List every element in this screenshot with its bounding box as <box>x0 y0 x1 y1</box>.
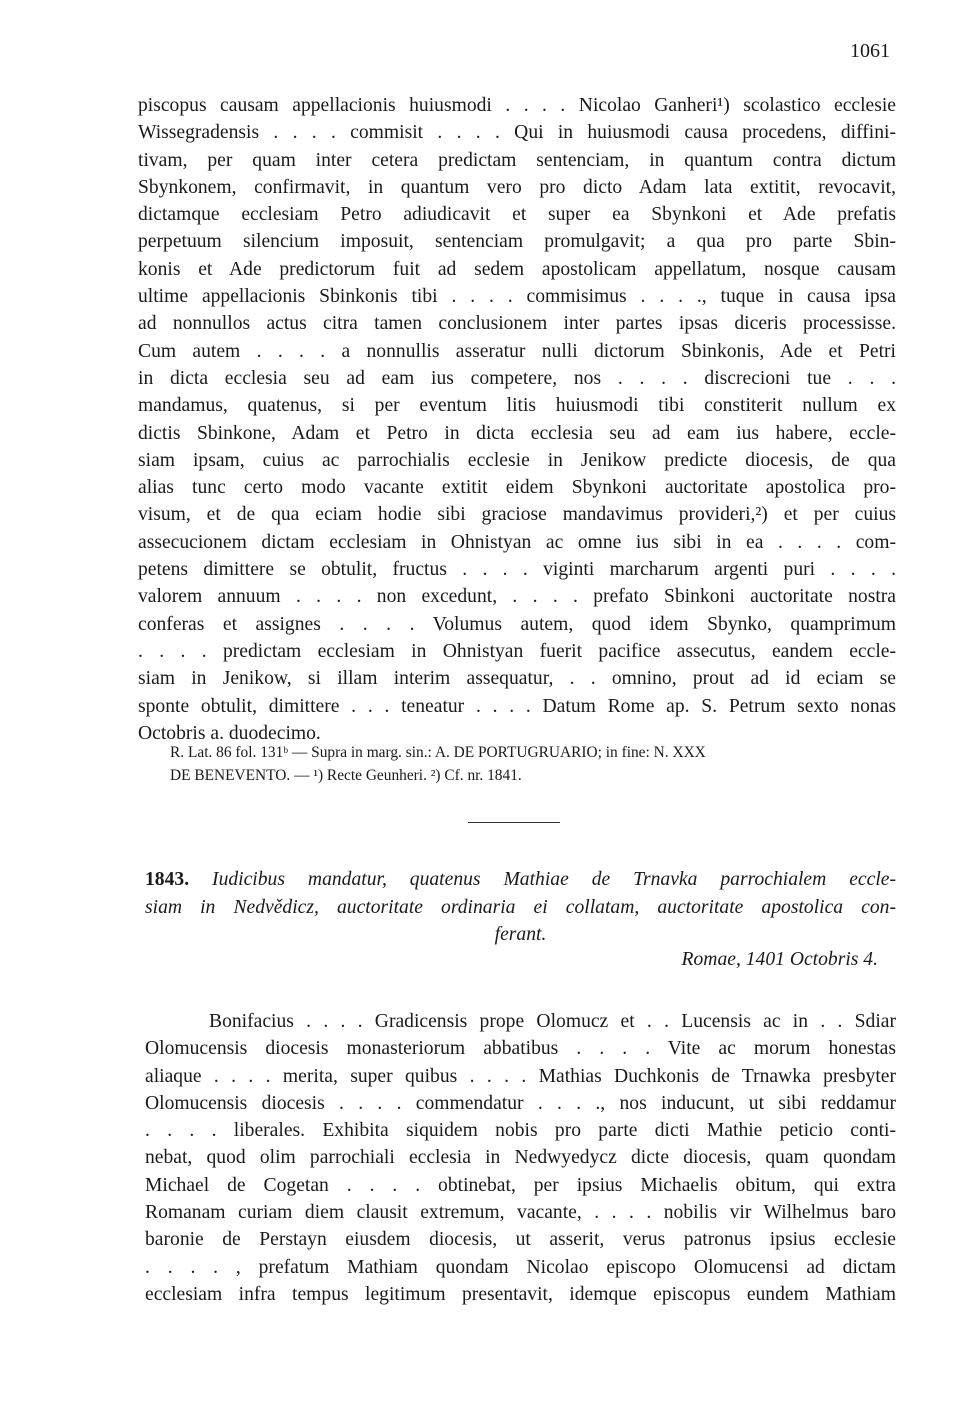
text-line: conferas et assignes . . . . Volumus autem, quod idem Sbynko, quamprimum <box>138 613 896 635</box>
heading-text: Iudicibus mandatur, quatenus Mathiae de Trnavka parrochialem eccle- <box>212 869 896 890</box>
text-line: . . . . predictam ecclesiam in Ohnistyan fuerit pacifice assecutus, eandem eccle- <box>138 640 896 662</box>
heading-line <box>145 866 896 894</box>
text-line: dictamque ecclesiam Petro adiudicavit et super ea Sbynkoni et Ade prefatis <box>138 204 896 226</box>
document-heading <box>145 866 896 949</box>
text-line: alias tunc certo modo vacante extitit eidem Sbynkoni auctoritate apostolica pro- <box>138 477 896 499</box>
text-line: petens dimittere se obtulit, fructus . . . . viginti marcharum argenti puri . . . . <box>138 559 896 581</box>
text-line: ad nonnullos actus citra tamen conclusionem inter partes ipsas diceris processisse. <box>138 313 896 335</box>
footnotes <box>170 741 896 787</box>
text-line: . . . . , prefatum Mathiam quondam Nicolao episcopo Olomucensi ad dictam <box>145 1256 896 1278</box>
text-line: in dicta ecclesia seu ad eam ius competere, nos . . . . discrecioni tue . . . <box>138 367 896 389</box>
text-line: siam in Jenikow, si illam interim assequatur, . . omnino, prout ad id eciam se <box>138 668 896 690</box>
text-line: Octobris a. duodecimo. <box>138 722 321 744</box>
document-number: 1843. <box>145 869 190 890</box>
text-line: sponte obtulit, dimittere . . . teneatur . . . . Datum Rome ap. S. Petrum sexto nonas <box>138 695 896 717</box>
text-line: Cum autem . . . . a nonnullis asseratur nulli dictorum Sbinkonis, Ade et Petri <box>138 340 896 362</box>
footnote-line: R. Lat. 86 fol. 131ᵇ — Supra in marg. sin.: A. DE PORTUGRUARIO; in fine: N. XXX <box>170 744 706 761</box>
text-line: ultime appellacionis Sbinkonis tibi . . . . commisimus . . . ., tuque in causa ipsa <box>138 286 896 308</box>
section-divider <box>468 822 560 823</box>
dateline: Romae, 1401 Octobris 4. <box>681 949 878 970</box>
text-line: visum, et de qua eciam hodie sibi graciose mandavimus provideri,²) et per cuius <box>138 504 896 526</box>
text-line: Olomucensis diocesis . . . . commendatur . . . ., nos inducunt, ut sibi reddamur <box>145 1092 896 1114</box>
text-line: Bonifacius . . . . Gradicensis prope Olomucz et . . Lucensis ac in . . Sdiar <box>209 1011 896 1032</box>
text-line: nebat, quod olim parrochiali ecclesia in Nedwyedycz dicte diocesis, quam quondam <box>145 1147 896 1169</box>
text-line: dictis Sbinkone, Adam et Petro in dicta ecclesia seu ad eam ius habere, eccle- <box>138 422 896 444</box>
text-line: konis et Ade predictorum fuit ad sedem apostolicam appellatum, nosque causam <box>138 258 896 280</box>
text-line: aliaque . . . . merita, super quibus . . . . Mathias Duchkonis de Trnawka presbyter <box>145 1065 896 1087</box>
text-line: . . . . liberales. Exhibita siquidem nobis pro parte dicti Mathie peticio conti- <box>145 1120 896 1142</box>
heading-line: siam in Nedvědicz, auctoritate ordinaria ei collatam, auctoritate apostolica con- <box>145 896 896 918</box>
text-line: Romanam curiam diem clausit extremum, vacante, . . . . nobilis vir Wilhelmus baro <box>145 1202 896 1224</box>
text-line: mandamus, quatenus, si per eventum litis huiusmodi tibi constiterit nullum ex <box>138 395 896 417</box>
text-line: Michael de Cogetan . . . . obtinebat, per ipsius Michaelis obitum, qui extra <box>145 1174 896 1196</box>
text-line: Wissegradensis . . . . commisit . . . . Qui in huiusmodi causa procedens, diffini- <box>138 122 896 144</box>
body-text-document <box>145 1008 896 1308</box>
text-line: siam ipsam, cuius ac parrochialis ecclesie in Jenikow predicte diocesis, de qua <box>138 449 896 471</box>
text-line: assecucionem dictam ecclesiam in Ohnistyan ac omne ius sibi in ea . . . . com- <box>138 531 896 553</box>
footnote-line: DE BENEVENTO. — ¹) Recte Geunheri. ²) Cf. nr. 1841. <box>170 767 522 784</box>
text-line: tivam, per quam inter cetera predictam sentenciam, in quantum contra dictum <box>138 149 896 171</box>
text-line: valorem annuum . . . . non excedunt, . . . . prefato Sbinkoni auctoritate nostra <box>138 586 896 608</box>
text-line: perpetuum silencium imposuit, sentenciam promulgavit; a qua pro parte Sbin- <box>138 231 896 253</box>
text-line: Sbynkonem, confirmavit, in quantum vero pro dicto Adam lata extitit, revocavit, <box>138 176 896 198</box>
text-line: piscopus causam appellacionis huiusmodi . . . . Nicolao Ganheri¹) scolastico ecclesie <box>138 95 896 116</box>
heading-line: ferant. <box>494 924 547 945</box>
page-number: 1061 <box>850 40 890 62</box>
text-line: Olomucensis diocesis monasteriorum abbatibus . . . . Vite ac morum honestas <box>145 1038 896 1060</box>
body-text-continued <box>138 92 896 747</box>
text-line: ecclesiam infra tempus legitimum presentavit, idemque episcopus eundem Mathiam <box>145 1283 896 1305</box>
text-line: baronie de Perstayn eiusdem diocesis, ut asserit, verus patronus ipsius ecclesie <box>145 1229 896 1251</box>
